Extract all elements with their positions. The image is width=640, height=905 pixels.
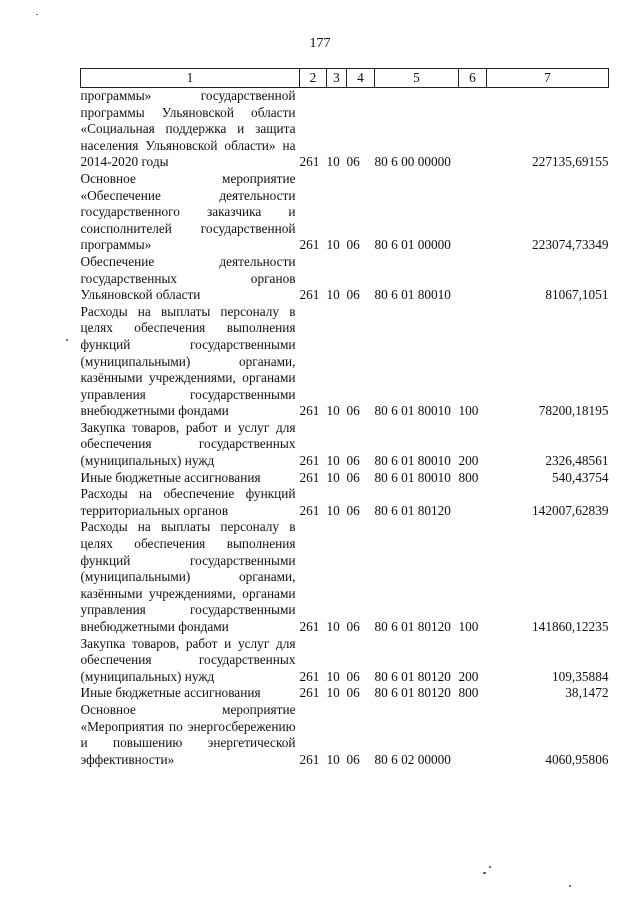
cell-amount: 540,43754 xyxy=(551,469,609,485)
cell-subsection: 06 xyxy=(346,453,360,469)
cell-section: 10 xyxy=(326,619,340,634)
header-cell-expense-type: 6 xyxy=(459,69,487,88)
budget-table xyxy=(80,68,609,768)
header-cell-target: 5 xyxy=(375,69,459,88)
cell-amount: 223074,73349 xyxy=(532,237,609,253)
cell-target: 80 6 01 80120 xyxy=(374,668,451,684)
scan-speck xyxy=(489,866,491,868)
cell-name: Закупка товаров, работ и услуг для обеспечения государственных (муниципальных) нужд xyxy=(80,419,296,469)
cell-name: Расходы на выплаты персоналу в целях обеспечения выполнения функций государственными (муниципальными) органами, казёнными учреждениями, органами управления государственными внебюджетными фондами xyxy=(80,303,296,419)
header-cell-amount: 7 xyxy=(487,69,609,88)
cell-section: 10 xyxy=(326,502,340,518)
cell-amount: 2326,48561 xyxy=(545,453,609,469)
cell-target: 80 6 01 80010 xyxy=(374,403,451,419)
cell-section: 10 xyxy=(326,287,340,303)
cell-section: 10 xyxy=(326,453,340,469)
cell-subsection: 06 xyxy=(346,619,360,634)
cell-amount: 38,1472 xyxy=(565,685,609,701)
table-row xyxy=(81,420,609,470)
cell-section: 10 xyxy=(326,237,340,253)
cell-expense-type: 800 xyxy=(458,685,479,701)
scan-speck xyxy=(66,339,68,341)
cell-name: Расходы на выплаты персоналу в целях обеспечения выполнения функций государственными (муниципальными) органами, казёнными учреждениями, органами управления государственными внебюджетными фондами xyxy=(80,519,296,634)
cell-subsection: 06 xyxy=(346,751,360,767)
table-row xyxy=(81,88,609,171)
scan-speck xyxy=(569,885,571,887)
cell-expense-type: 200 xyxy=(458,453,479,469)
cell-subsection: 06 xyxy=(346,668,360,684)
scan-speck xyxy=(483,872,486,874)
cell-section: 10 xyxy=(326,668,340,684)
cell-amount: 142007,62839 xyxy=(532,502,609,518)
cell-ministry: 261 xyxy=(299,502,320,518)
cell-ministry: 261 xyxy=(299,751,320,767)
cell-amount: 227135,69155 xyxy=(532,154,609,170)
table-row xyxy=(81,636,609,686)
scan-speck xyxy=(36,14,38,15)
cell-section: 10 xyxy=(326,469,340,485)
cell-target: 80 6 01 80120 xyxy=(374,685,451,701)
cell-amount: 81067,1051 xyxy=(545,287,609,303)
table-header xyxy=(81,69,609,88)
cell-expense-type: 100 xyxy=(458,403,479,419)
cell-expense-type xyxy=(459,88,487,171)
cell-subsection: 06 xyxy=(346,237,360,253)
cell-subsection: 06 xyxy=(346,154,360,170)
cell-expense-type: 200 xyxy=(458,668,479,684)
header-row xyxy=(81,69,609,88)
header-cell-section: 3 xyxy=(327,69,347,88)
cell-subsection: 06 xyxy=(346,403,360,419)
cell-subsection: 06 xyxy=(346,502,360,518)
table-row xyxy=(81,702,609,768)
cell-expense-type xyxy=(459,702,487,768)
cell-expense-type xyxy=(459,254,487,304)
cell-amount: 4060,95806 xyxy=(545,751,609,767)
header-cell-subsection: 4 xyxy=(347,69,375,88)
table-row xyxy=(81,304,609,420)
cell-target: 80 6 01 80010 xyxy=(374,469,451,485)
cell-ministry: 261 xyxy=(299,403,320,419)
cell-name: Обеспечение деятельности государственных органов Ульяновской области xyxy=(80,253,296,303)
header-cell-ministry: 2 xyxy=(300,69,327,88)
page-number: 177 xyxy=(309,36,331,51)
cell-target: 80 6 01 80120 xyxy=(374,502,451,518)
cell-name: программы» государственной программы Ульяновской области «Социальная поддержка и защита населения Ульяновской области» на 2014-2020 годы xyxy=(80,88,296,170)
cell-expense-type xyxy=(459,486,487,519)
cell-ministry: 261 xyxy=(299,668,320,684)
cell-ministry: 261 xyxy=(299,287,320,303)
cell-name: Закупка товаров, работ и услуг для обеспечения государственных (муниципальных) нужд xyxy=(80,635,296,684)
cell-amount: 78200,18195 xyxy=(538,403,609,419)
cell-name: Иные бюджетные ассигнования xyxy=(80,469,261,485)
cell-expense-type xyxy=(459,171,487,254)
cell-name: Расходы на обеспечение функций территориальных органов xyxy=(80,486,296,518)
cell-ministry: 261 xyxy=(299,453,320,469)
cell-ministry: 261 xyxy=(299,685,320,701)
table-row xyxy=(81,470,609,487)
cell-ministry: 261 xyxy=(299,469,320,485)
cell-target: 80 6 01 80120 xyxy=(374,619,451,634)
cell-expense-type: 100 xyxy=(458,619,479,634)
cell-section: 10 xyxy=(326,403,340,419)
cell-expense-type: 800 xyxy=(458,469,479,485)
cell-target: 80 6 02 00000 xyxy=(374,751,451,767)
header-cell-name: 1 xyxy=(81,69,300,88)
table-row xyxy=(81,519,609,635)
cell-name: Основное мероприятие «Обеспечение деятельности государственного заказчика и соисполнителей государственной программы» xyxy=(80,170,296,253)
table-row xyxy=(81,171,609,254)
cell-target: 80 6 01 80010 xyxy=(374,453,451,469)
cell-target: 80 6 01 80010 xyxy=(374,287,451,303)
cell-target: 80 6 01 00000 xyxy=(374,237,451,253)
cell-subsection: 06 xyxy=(346,469,360,485)
cell-amount: 109,35884 xyxy=(551,668,609,684)
table-row xyxy=(81,254,609,304)
table-body xyxy=(81,88,609,769)
cell-ministry: 261 xyxy=(299,237,320,253)
cell-section: 10 xyxy=(326,154,340,170)
cell-subsection: 06 xyxy=(346,685,360,701)
cell-amount: 141860,12235 xyxy=(532,619,609,634)
table-row xyxy=(81,486,609,519)
cell-ministry: 261 xyxy=(299,154,320,170)
cell-ministry: 261 xyxy=(299,619,320,634)
cell-section: 10 xyxy=(326,685,340,701)
table-row xyxy=(81,685,609,702)
cell-name: Основное мероприятие «Мероприятия по энергосбережению и повышению энергетической эффективности» xyxy=(80,701,296,767)
cell-section: 10 xyxy=(326,751,340,767)
cell-subsection: 06 xyxy=(346,287,360,303)
cell-target: 80 6 00 00000 xyxy=(374,154,451,170)
cell-name: Иные бюджетные ассигнования xyxy=(80,685,261,701)
